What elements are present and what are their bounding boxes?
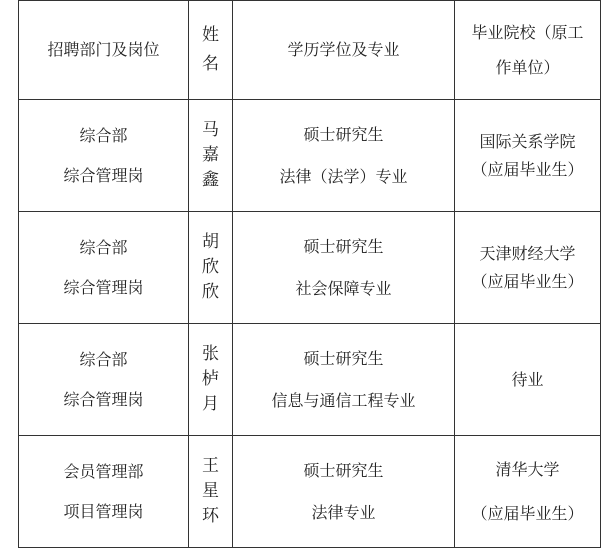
header-name [189, 1, 233, 100]
header-dept [19, 1, 189, 100]
school-cell [455, 100, 601, 212]
name-char: 鑫 [202, 170, 219, 190]
name-char: 栌 [202, 369, 219, 389]
education-cell [233, 436, 455, 548]
dept-name: 综合部 [79, 349, 128, 369]
school-line: （应届毕业生） [471, 503, 584, 523]
degree: 硕士研究生 [303, 124, 384, 144]
major: 社会保障专业 [295, 278, 392, 298]
school-cell [455, 212, 601, 324]
header-school-line: 作单位） [495, 58, 560, 77]
header-name-char: 名 [202, 54, 219, 74]
school-line: 清华大学 [495, 459, 560, 479]
position-name: 综合管理岗 [63, 277, 144, 297]
header-education-label: 学历学位及专业 [287, 40, 400, 59]
name-cell [189, 212, 233, 324]
major: 法律（法学）专业 [279, 166, 408, 186]
name-char: 嘉 [202, 145, 219, 165]
dept-name: 综合部 [79, 237, 128, 257]
education-cell [233, 212, 455, 324]
recruitment-table [18, 0, 601, 548]
degree: 硕士研究生 [303, 348, 384, 368]
major: 法律专业 [311, 502, 376, 522]
header-dept-label: 招聘部门及岗位 [47, 40, 160, 59]
table-row [19, 100, 601, 212]
name-char: 欣 [202, 257, 219, 277]
dept-name: 会员管理部 [63, 461, 144, 481]
degree: 硕士研究生 [303, 236, 384, 256]
header-name-char: 姓 [202, 25, 219, 45]
position-name: 综合管理岗 [63, 389, 144, 409]
table-row [19, 212, 601, 324]
school-line: 天津财经大学 [479, 243, 576, 263]
name-char: 张 [202, 344, 219, 364]
dept-name: 综合部 [79, 125, 128, 145]
school-cell [455, 324, 601, 436]
table-header-row [19, 1, 601, 100]
dept-cell [19, 100, 189, 212]
school-line: （应届毕业生） [471, 159, 584, 179]
name-cell [189, 436, 233, 548]
name-char: 环 [202, 506, 219, 526]
major: 信息与通信工程专业 [271, 390, 416, 410]
name-char: 欣 [202, 282, 219, 302]
name-char: 月 [202, 394, 219, 414]
position-name: 综合管理岗 [63, 165, 144, 185]
name-cell [189, 100, 233, 212]
name-char: 王 [202, 456, 219, 476]
header-school [455, 1, 601, 100]
header-school-line: 毕业院校（原工 [471, 22, 584, 42]
header-education [233, 1, 455, 100]
dept-cell [19, 212, 189, 324]
school-cell [455, 436, 601, 548]
name-char: 胡 [202, 232, 219, 252]
school-line: 待业 [511, 369, 544, 389]
table-row [19, 324, 601, 436]
name-char: 星 [202, 481, 219, 501]
name-cell [189, 324, 233, 436]
degree: 硕士研究生 [303, 460, 384, 480]
name-char: 马 [202, 120, 219, 140]
school-line: （应届毕业生） [471, 271, 584, 291]
dept-cell [19, 436, 189, 548]
table-row [19, 436, 601, 548]
education-cell [233, 324, 455, 436]
school-line: 国际关系学院 [479, 131, 576, 151]
dept-cell [19, 324, 189, 436]
position-name: 项目管理岗 [63, 501, 144, 521]
education-cell [233, 100, 455, 212]
